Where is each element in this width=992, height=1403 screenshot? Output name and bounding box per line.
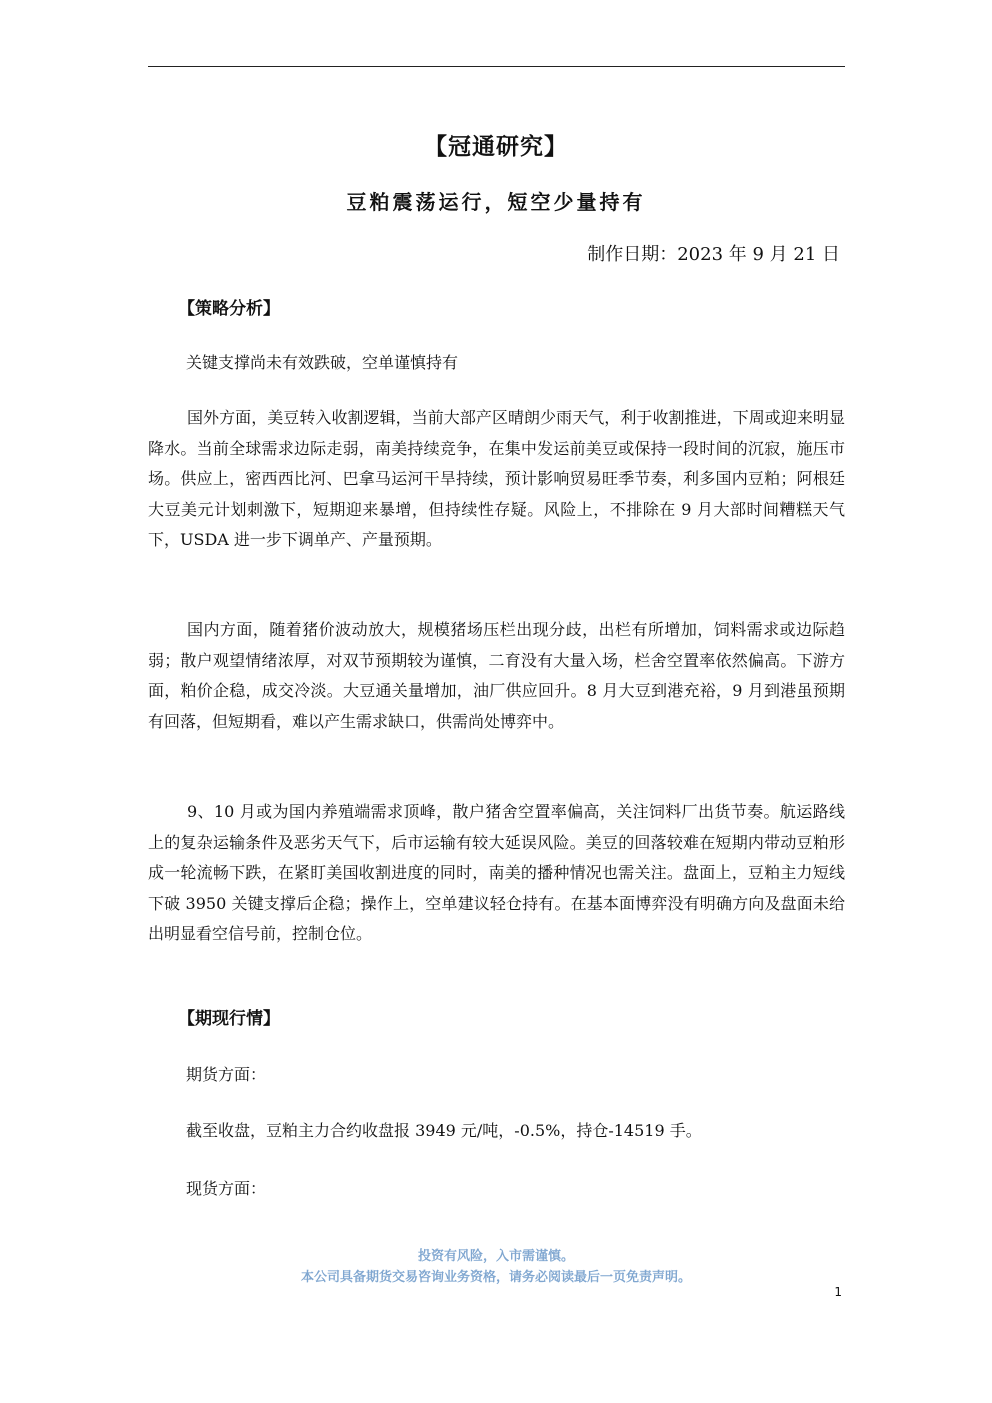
strategy-summary: 关键支撑尚未有效跌破，空单谨慎持有 <box>186 353 459 372</box>
disclaimer-notice: 本公司具备期货交易咨询业务资格，请务必阅读最后一页免责声明。 <box>300 1270 691 1285</box>
domestic-paragraph: 国内方面，随着猪价波动放大，规模猪场压栏出现分歧，出栏有所增加，饲料需求或边际趋弱；散户观望情绪浓厚，对双节预期较为谨慎，二育没有大量入场，栏舍空置率依然偏高。下游方面，粕价企稳，成交冷淡。大豆通关量增加，油厂供应回升。8 月大豆到港充裕，9 月到港虽预期有回落，但短期看，难以产生需求缺口，供需尚处博弈中。 <box>148 620 845 731</box>
brand-heading: 【冠通研究】 <box>424 133 568 160</box>
risk-warning: 投资有风险，入市需谨慎。 <box>417 1249 574 1264</box>
outlook-paragraph: 9、10 月或为国内养殖端需求顶峰，散户猪舍空置率偏高，关注饲料厂出货节奏。航运路线上的复杂运输条件及恶劣天气下，后市运输有较大延误风险。美豆的回落较难在短期内带动豆粕形成一轮流畅下跌，在紧盯美国收割进度的同时，南美的播种情况也需关注。盘面上，豆粕主力短线下破 3950 关键支撑后企稳；操作上，空单建议轻仓持有。在基本面博弈没有明确方向及盘面未给出明显看空信号前，控制仓位。 <box>148 802 845 943</box>
market-heading: 【期现行情】 <box>178 1009 280 1029</box>
page-number: 1 <box>834 1285 842 1299</box>
report-title: 豆粕震荡运行，短空少量持有 <box>346 190 646 214</box>
header-rule <box>148 66 845 67</box>
strategy-heading: 【策略分析】 <box>178 299 280 319</box>
overseas-paragraph: 国外方面，美豆转入收割逻辑，当前大部产区晴朗少雨天气，利于收割推进，下周或迎来明显降水。当前全球需求边际走弱，南美持续竞争，在集中发运前美豆或保持一段时间的沉寂，施压市场。供应上，密西西比河、巴拿马运河干旱持续，预计影响贸易旺季节奏，利多国内豆粕；阿根廷大豆美元计划刺激下，短期迎来暴增，但持续性存疑。风险上，不排除在 9 月大部时间糟糕天气下，USDA 进一步下调单产、产量预期。 <box>148 408 845 549</box>
report-date: 制作日期：2023 年 9 月 21 日 <box>587 244 840 265</box>
futures-label: 期货方面： <box>186 1065 267 1084</box>
spot-label: 现货方面： <box>186 1179 267 1198</box>
futures-quote: 截至收盘，豆粕主力合约收盘报 3949 元/吨，-0.5%，持仓-14519 手。 <box>186 1121 702 1140</box>
